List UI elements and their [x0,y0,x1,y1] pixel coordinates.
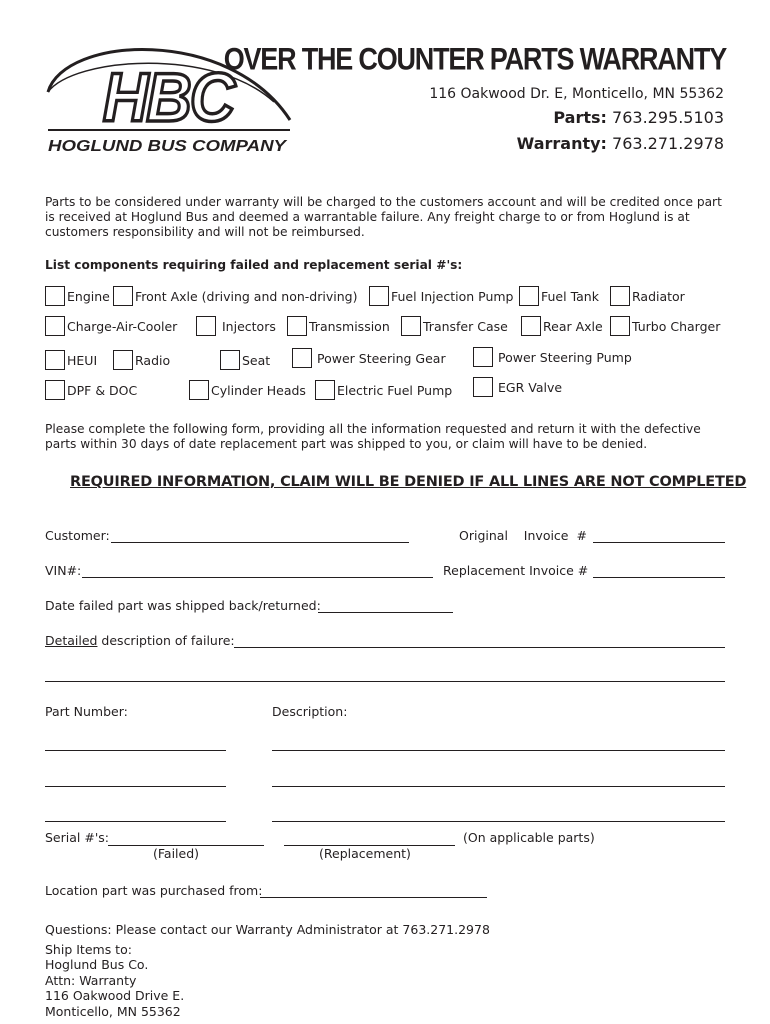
checkbox-label: Power Steering Gear [317,350,446,366]
checkbox-box[interactable] [315,380,335,400]
part-number-field-2[interactable] [45,786,226,787]
vin-field[interactable] [82,577,433,578]
customer-label: Customer: [45,528,110,543]
checkbox-rear-axle[interactable] [521,316,603,336]
checkbox-label: Cylinder Heads [211,382,306,398]
description-label: Description: [272,704,348,719]
replacement-caption: (Replacement) [319,846,411,861]
warranty-phone [517,134,724,153]
checkbox-heui[interactable] [45,350,97,370]
checkbox-label: Seat [242,352,271,368]
company-address: 116 Oakwood Dr. E, Monticello, MN 55362 [429,86,724,102]
checkbox-label: Transmission [309,318,390,334]
checkbox-power-steering-gear[interactable] [292,348,446,368]
checkbox-fuel-injection-pump[interactable] [369,286,513,306]
checkbox-label: Turbo Charger [632,318,721,334]
ship-to-street: 116 Oakwood Drive E. [45,988,185,1004]
checkbox-seat[interactable] [220,350,270,370]
ship-to-heading: Ship Items to: [45,942,132,957]
required-notice: REQUIRED INFORMATION, CLAIM WILL BE DENIED IF ALL LINES ARE NOT COMPLETED [70,474,747,490]
description-field-2[interactable] [272,786,725,787]
checkbox-box[interactable] [401,316,421,336]
checkbox-label: Radiator [632,288,685,304]
checkbox-radio[interactable] [113,350,170,370]
part-number-field-3[interactable] [45,821,226,822]
location-label: Location part was purchased from: [45,883,263,898]
description-field-3[interactable] [272,821,725,822]
failed-caption: (Failed) [153,846,200,861]
applicable-parts-note: (On applicable parts) [463,830,595,845]
failure-description-field[interactable] [234,647,725,648]
checkbox-box[interactable] [45,380,65,400]
part-number-field-1[interactable] [45,750,226,751]
checkbox-injectors[interactable] [196,316,276,336]
checkbox-radiator[interactable] [610,286,685,306]
checkbox-label: Rear Axle [543,318,603,334]
location-field[interactable] [260,897,487,898]
part-number-label: Part Number: [45,704,128,719]
checkbox-box[interactable] [113,286,133,306]
checkbox-box[interactable] [521,316,541,336]
checkbox-box[interactable] [113,350,133,370]
description-field-1[interactable] [272,750,725,751]
detailed-word: Detailed [45,633,98,648]
intro-paragraph: Parts to be considered under warranty will be charged to the customers account and will be credited once part is received at Hoglund Bus and deemed a warrantable failure. Any freight charge to or from Hoglund is at customers responsibility and will not be reimbursed. [45,195,722,239]
ship-to-attn: Attn: Warranty [45,972,137,988]
checkbox-label: Fuel Tank [541,288,599,304]
checkbox-label: Power Steering Pump [498,349,632,365]
replacement-invoice-field[interactable] [593,577,725,578]
ship-to-city: Monticello, MN 55362 [45,1003,181,1019]
checkbox-label: DPF & DOC [67,382,138,398]
checkbox-engine[interactable] [45,286,110,306]
svg-text:HOGLUND BUS COMPANY: HOGLUND BUS COMPANY [48,138,288,155]
parts-phone-number: 763.295.5103 [612,108,724,127]
checkbox-power-steering-pump[interactable] [473,347,632,367]
failure-description-text: description of failure: [97,633,235,648]
serials-label: Serial #'s: [45,830,109,845]
checkbox-box[interactable] [45,316,65,336]
checkbox-box[interactable] [45,350,65,370]
parts-phone [553,108,724,127]
checkbox-label: Engine [67,288,110,304]
checkbox-box[interactable] [292,348,312,368]
questions-text: Questions: Please contact our Warranty Administrator at 763.271.2978 [45,922,490,937]
checkbox-label: Charge-Air-Cooler [67,318,178,334]
checkbox-label: Injectors [222,318,276,334]
checkbox-box[interactable] [610,316,630,336]
checkbox-egr-valve[interactable] [473,377,562,397]
date-shipped-field[interactable] [318,612,453,613]
svg-text:HBC: HBC [102,58,234,136]
checkbox-box[interactable] [196,316,216,336]
page-title: OVER THE COUNTER PARTS WARRANTY [223,42,726,77]
warranty-phone-label: Warranty: [516,134,607,153]
checkbox-label: Fuel Injection Pump [391,288,514,304]
checkbox-label: Transfer Case [423,318,508,334]
customer-field[interactable] [111,542,409,543]
ship-to-block [45,942,184,1019]
checkbox-label: EGR Valve [498,379,563,395]
checkbox-box[interactable] [473,377,493,397]
replacement-invoice-label: Replacement Invoice # [443,563,589,578]
checkbox-cylinder-heads[interactable] [189,380,306,400]
checkbox-box[interactable] [189,380,209,400]
checkbox-box[interactable] [220,350,240,370]
checkbox-box[interactable] [45,286,65,306]
instructions-paragraph: Please complete the following form, providing all the information requested and return it with the defective parts within 30 days of date replacement part was shipped to you, or claim will have to be denied. [45,422,701,451]
checkbox-box[interactable] [473,347,493,367]
vin-label: VIN#: [45,563,82,578]
original-invoice-field[interactable] [593,542,725,543]
components-heading: List components requiring failed and replacement serial #'s: [45,258,463,272]
original-invoice-label: Original Invoice # [459,528,587,543]
checkbox-box[interactable] [369,286,389,306]
checkbox-box[interactable] [519,286,539,306]
checkbox-front-axle[interactable] [113,286,357,306]
ship-to-name: Hoglund Bus Co. [45,957,149,973]
checkbox-label: HEUI [67,352,98,368]
checkbox-label: Front Axle (driving and non-driving) [135,288,358,304]
checkbox-fuel-tank[interactable] [519,286,599,306]
checkbox-turbo-charger[interactable] [610,316,720,336]
checkbox-box[interactable] [610,286,630,306]
checkbox-electric-fuel-pump[interactable] [315,380,452,400]
checkbox-label: Radio [135,352,171,368]
checkbox-dpf-doc[interactable] [45,380,137,400]
checkbox-box[interactable] [287,316,307,336]
checkbox-transfer-case[interactable] [401,316,508,336]
warranty-phone-number: 763.271.2978 [612,134,724,153]
checkbox-label: Electric Fuel Pump [337,382,453,398]
failure-description-field-2[interactable] [45,681,725,682]
checkbox-charge-air-cooler[interactable] [45,316,177,336]
parts-phone-label: Parts: [553,108,607,127]
failure-description-label [45,633,235,648]
checkbox-transmission[interactable] [287,316,390,336]
date-shipped-label: Date failed part was shipped back/returned: [45,598,321,613]
